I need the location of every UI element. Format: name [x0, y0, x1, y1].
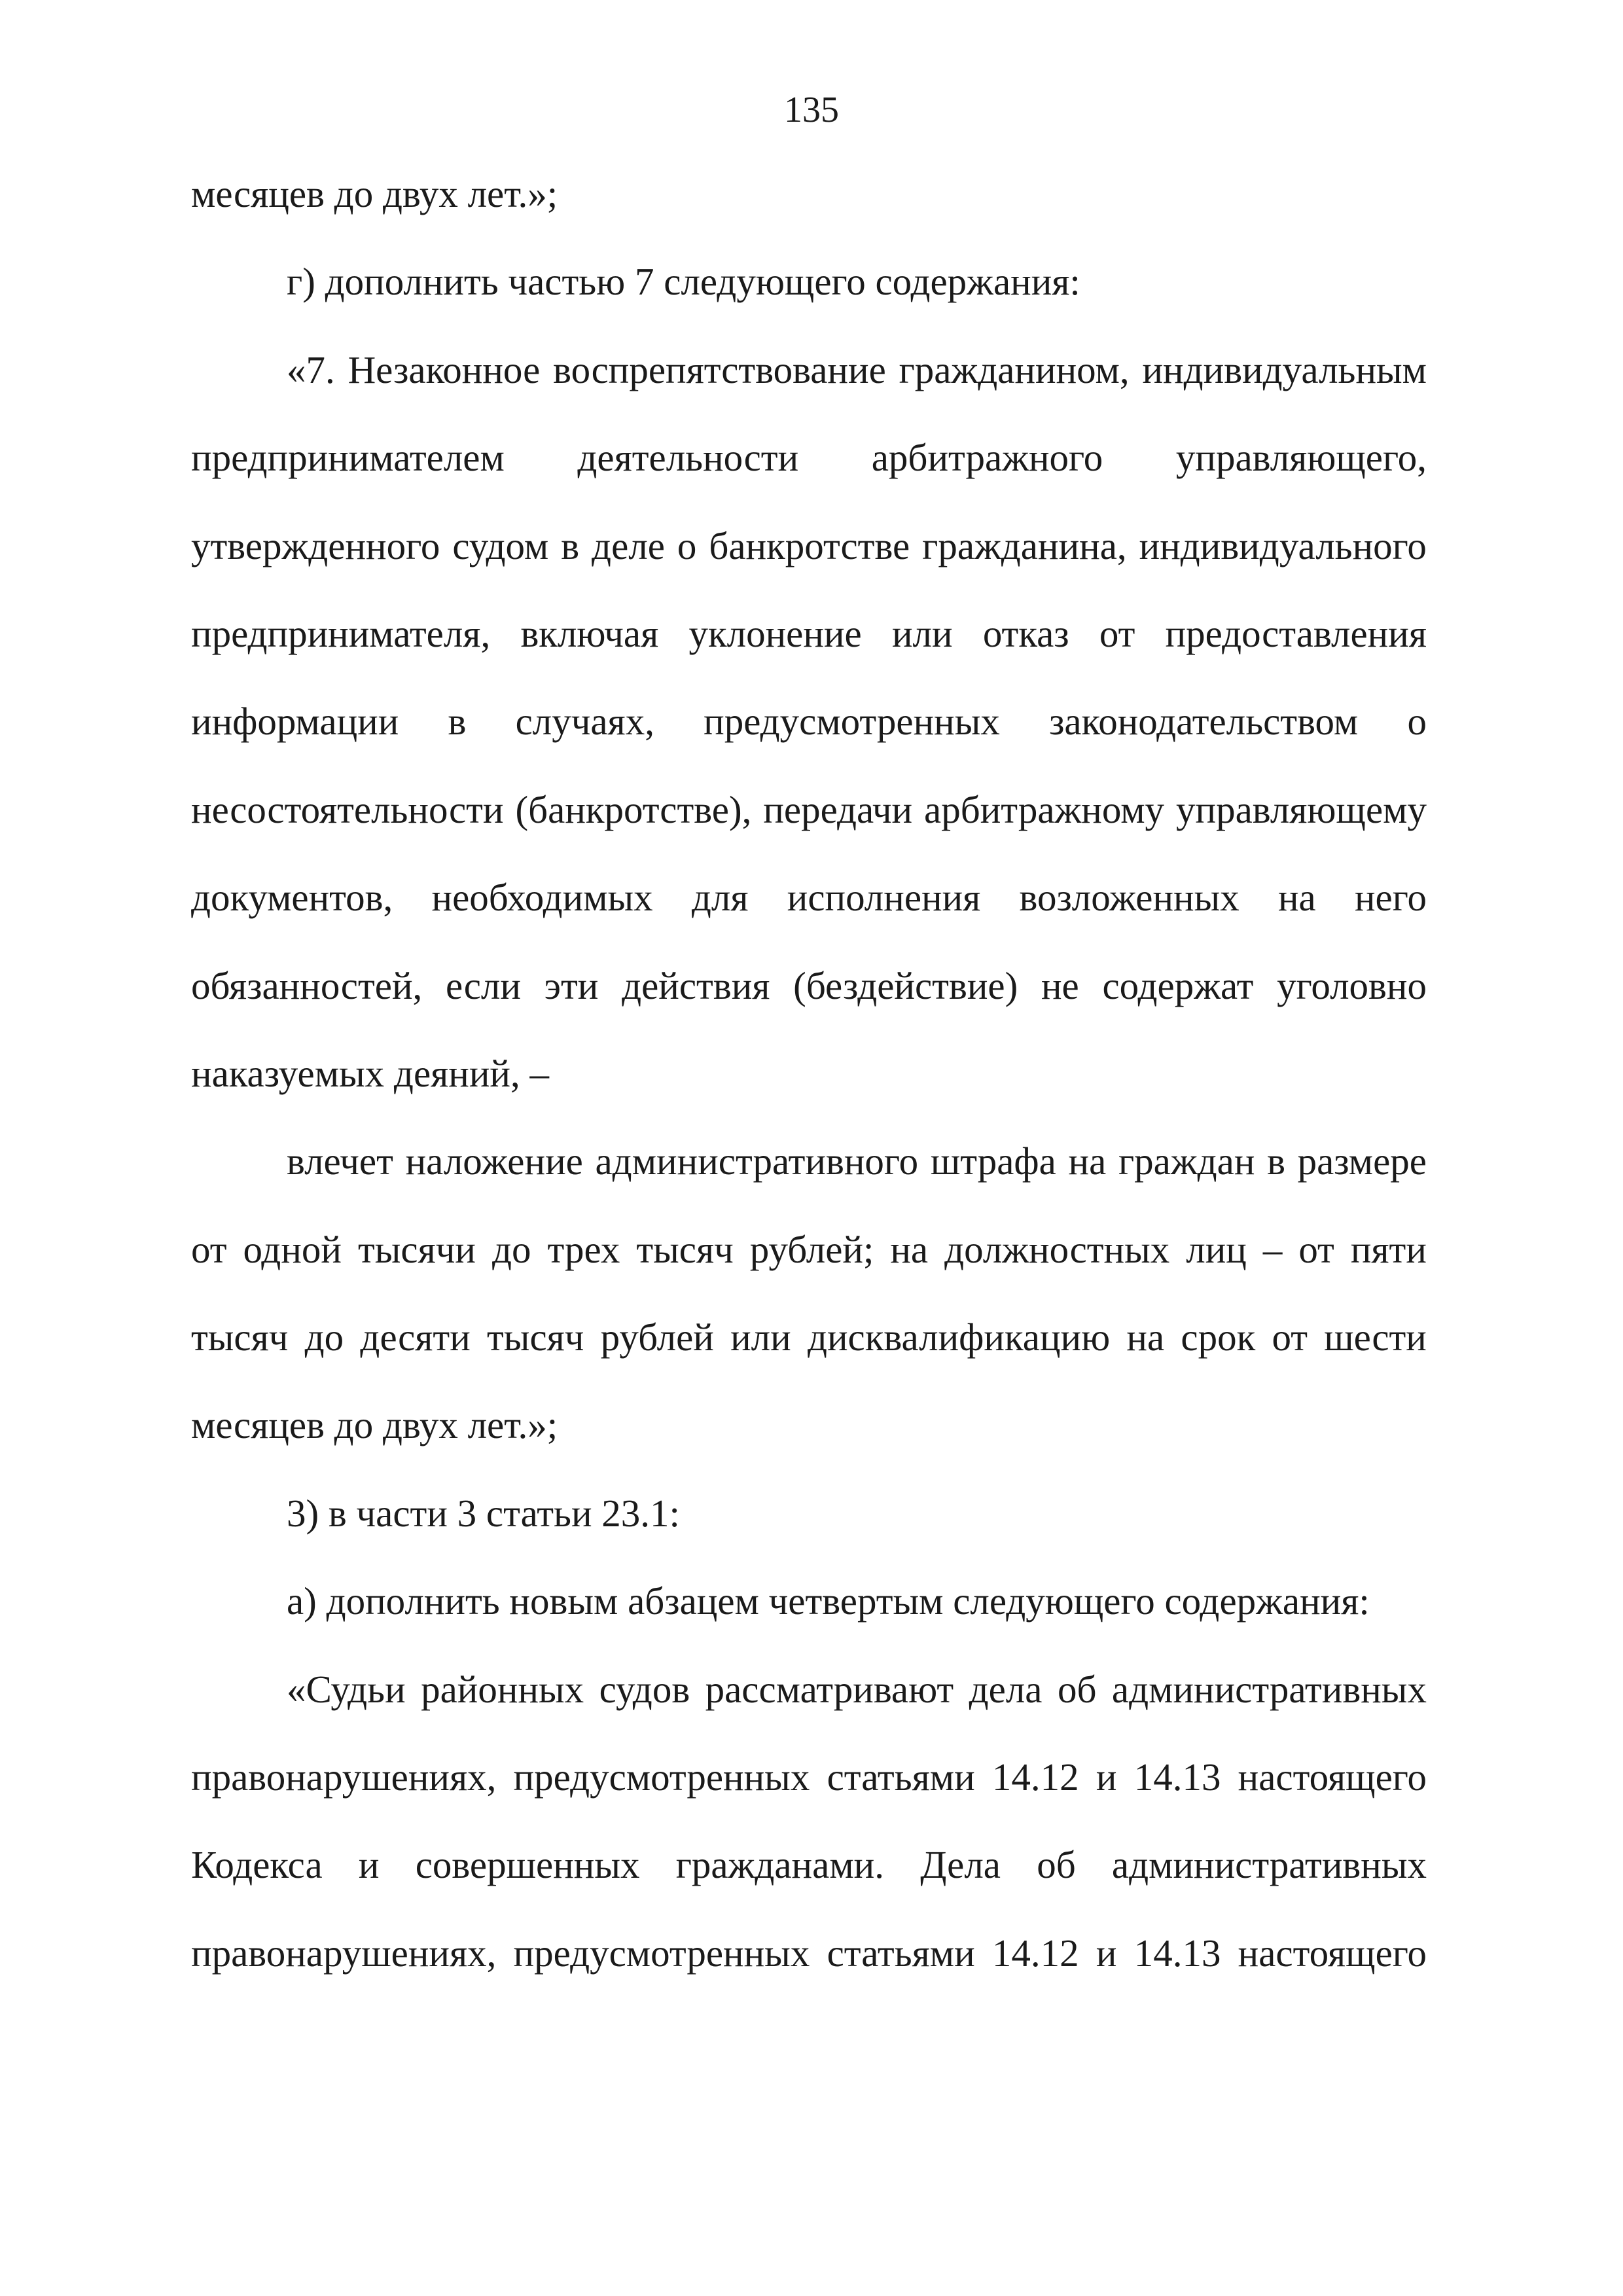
word: предусмотренных: [704, 700, 1000, 744]
word: трех: [547, 1227, 620, 1271]
word: от: [1099, 611, 1135, 655]
text-line-11: наказуемых деяний, –: [191, 1051, 549, 1095]
word: на: [1277, 876, 1316, 920]
word: настоящего: [1238, 1755, 1427, 1799]
word: управляющего,: [1175, 436, 1427, 480]
word: административных: [1111, 1843, 1427, 1887]
word: предусмотренных: [513, 1931, 810, 1975]
text-line-16: 3) в части 3 статьи 23.1:: [287, 1491, 680, 1535]
word: административного: [595, 1139, 919, 1183]
word: Кодекса: [191, 1843, 323, 1887]
word: лиц: [1186, 1227, 1247, 1271]
word: рублей: [600, 1316, 714, 1359]
document-body: [191, 168, 1427, 2015]
word: в: [448, 700, 467, 744]
word: об: [1037, 1843, 1076, 1887]
word: эти: [544, 963, 599, 1007]
word: (банкротстве),: [515, 787, 752, 831]
word: десяти: [360, 1316, 471, 1359]
word: утвержденного: [191, 524, 440, 567]
word: до: [491, 1227, 531, 1271]
word: влечет: [287, 1139, 393, 1183]
word: и: [1096, 1755, 1117, 1799]
word: тысяч: [636, 1227, 734, 1271]
word: до: [304, 1316, 344, 1359]
word: о: [1407, 700, 1427, 744]
word: тысячи: [357, 1227, 476, 1271]
word: и: [1096, 1931, 1117, 1975]
word: размере: [1297, 1139, 1427, 1183]
word: «Судьи: [287, 1667, 406, 1711]
word: статьями: [827, 1755, 975, 1799]
text-line-14: [191, 1311, 1427, 1399]
word: или: [730, 1316, 791, 1359]
word: 14.13: [1133, 1755, 1221, 1799]
word: отказ: [982, 611, 1069, 655]
word: (бездействие): [793, 963, 1018, 1007]
text-line-17: а) дополнить новым абзацем четвертым следующего содержания:: [287, 1579, 1370, 1623]
word: на: [1126, 1316, 1165, 1359]
text-line-3: [191, 344, 1427, 431]
word: статьями: [827, 1931, 975, 1975]
word: арбитражному: [924, 787, 1165, 831]
word: законодательством: [1049, 700, 1359, 744]
word: арбитражного: [871, 436, 1103, 480]
text-line-12: [191, 1135, 1427, 1223]
text-line-5: [191, 520, 1427, 607]
word: рублей;: [749, 1227, 874, 1271]
word: правонарушениях,: [191, 1755, 497, 1799]
word: рассматривают: [705, 1667, 954, 1711]
word: 14.13: [1133, 1931, 1221, 1975]
text-line-2: г) дополнить частью 7 следующего содержания:: [287, 260, 1080, 304]
word: от: [1298, 1227, 1334, 1271]
word: обязанностей,: [191, 963, 423, 1007]
word: штрафа: [930, 1139, 1056, 1183]
word: об: [1057, 1667, 1097, 1711]
word: деятельности: [577, 436, 799, 480]
word: правонарушениях,: [191, 1931, 497, 1975]
word: банкротстве: [709, 524, 910, 567]
word: 14.12: [991, 1931, 1079, 1975]
word: действия: [622, 963, 770, 1007]
word: необходимых: [431, 876, 653, 920]
word: гражданина,: [922, 524, 1127, 567]
word: включая: [520, 611, 659, 655]
word: предпринимателем: [191, 436, 505, 480]
word: предоставления: [1165, 611, 1427, 655]
word: должностных: [944, 1227, 1170, 1271]
word: от: [191, 1227, 227, 1271]
text-line-10: [191, 960, 1427, 1047]
word: дела: [969, 1667, 1043, 1711]
word: 14.12: [991, 1755, 1079, 1799]
word: для: [691, 876, 749, 920]
word: уголовно: [1277, 963, 1427, 1007]
word: передачи: [763, 787, 913, 831]
word: административных: [1111, 1667, 1427, 1711]
text-line-1: месяцев до двух лет.»;: [191, 172, 558, 215]
word: в: [1267, 1139, 1285, 1183]
word: о: [677, 524, 697, 567]
word: воспрепятствование: [553, 348, 886, 391]
word: информации: [191, 700, 399, 744]
word: дисквалификацию: [807, 1316, 1111, 1359]
word: на: [890, 1227, 929, 1271]
text-line-21: [191, 1927, 1427, 2015]
word: от: [1272, 1316, 1308, 1359]
word: настоящего: [1238, 1931, 1427, 1975]
word: Незаконное: [348, 348, 541, 391]
word: судом: [452, 524, 549, 567]
word: на: [1068, 1139, 1107, 1183]
word: граждан: [1118, 1139, 1255, 1183]
word: документов,: [191, 876, 393, 920]
word: срок: [1181, 1316, 1256, 1359]
text-line-18: [191, 1663, 1427, 1751]
word: исполнения: [787, 876, 981, 920]
word: случаях,: [515, 700, 654, 744]
word: предпринимателя,: [191, 611, 491, 655]
word: «7.: [287, 348, 335, 391]
word: или: [891, 611, 953, 655]
word: если: [446, 963, 521, 1007]
text-line-9: [191, 871, 1427, 959]
text-line-6: [191, 607, 1427, 695]
word: совершенных: [415, 1843, 640, 1887]
word: предусмотренных: [513, 1755, 810, 1799]
text-line-15: месяцев до двух лет.»;: [191, 1403, 558, 1447]
page-number: 135: [784, 90, 839, 130]
word: несостоятельности: [191, 787, 504, 831]
word: пяти: [1350, 1227, 1427, 1271]
word: уклонение: [688, 611, 862, 655]
text-line-4: [191, 431, 1427, 519]
word: Дела: [920, 1843, 1001, 1887]
word: судов: [599, 1667, 690, 1711]
word: тысяч: [191, 1316, 289, 1359]
word: гражданами.: [675, 1843, 884, 1887]
word: одной: [243, 1227, 342, 1271]
word: тысяч: [487, 1316, 584, 1359]
word: управляющему: [1176, 787, 1427, 831]
word: индивидуального: [1139, 524, 1427, 567]
word: содержат: [1102, 963, 1254, 1007]
text-line-19: [191, 1751, 1427, 1839]
text-line-7: [191, 695, 1427, 783]
word: индивидуальным: [1142, 348, 1427, 391]
word: него: [1354, 876, 1427, 920]
word: шести: [1324, 1316, 1427, 1359]
text-line-13: [191, 1223, 1427, 1311]
word: возложенных: [1019, 876, 1240, 920]
word: и: [358, 1843, 380, 1887]
text-line-20: [191, 1839, 1427, 1926]
word: не: [1041, 963, 1079, 1007]
word: районных: [421, 1667, 584, 1711]
word: гражданином,: [899, 348, 1130, 391]
word: –: [1262, 1227, 1283, 1271]
text-line-8: [191, 783, 1427, 871]
word: наложение: [405, 1139, 583, 1183]
word: в: [561, 524, 580, 567]
word: деле: [592, 524, 665, 567]
